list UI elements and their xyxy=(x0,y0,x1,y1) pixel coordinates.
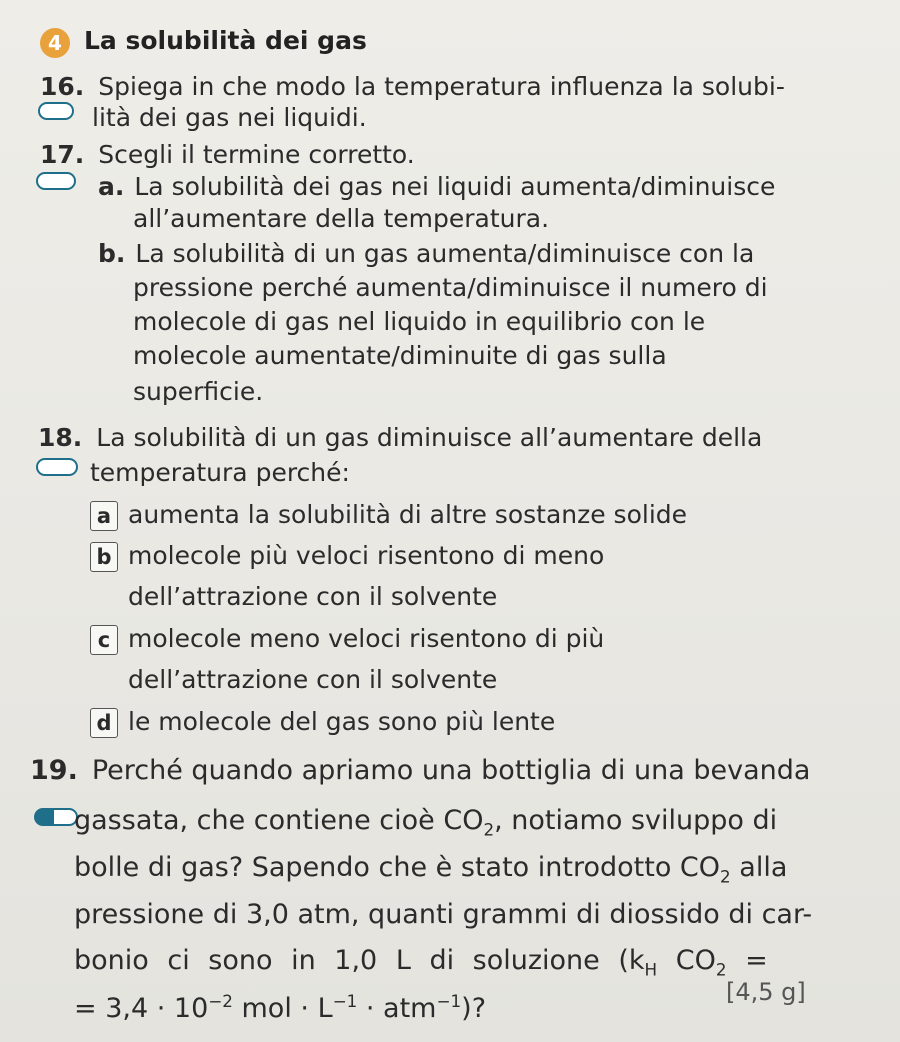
difficulty-indicator xyxy=(38,102,74,120)
question-16-line-2: lità dei gas nei liquidi. xyxy=(92,103,367,132)
question-17a-line-2: all’aumentare della temperatura. xyxy=(133,204,550,233)
question-17b-line-3: molecole di gas nel liquido in equilibrio con le xyxy=(133,307,706,336)
question-19-line-1: 19. Perché quando apriamo una bottiglia di una bevanda xyxy=(30,755,811,786)
difficulty-indicator xyxy=(36,172,76,190)
option-c-letter: c xyxy=(90,625,118,655)
question-17b-line-2: pressione perché aumenta/diminuisce il numero di xyxy=(133,273,768,302)
section-number-badge: 4 xyxy=(40,28,70,58)
option-a-letter: a xyxy=(90,501,118,531)
question-17-number: 17. xyxy=(40,140,85,169)
option-c-line-2: dell’attrazione con il solvente xyxy=(128,665,498,694)
question-19-number: 19. xyxy=(30,755,78,786)
question-17b-line-1: b. La solubilità di un gas aumenta/diminuisce con la xyxy=(98,239,755,268)
question-18-number: 18. xyxy=(38,423,83,452)
question-19-line-3: bolle di gas? Sapendo che è stato introdotto $CO_2$ alla xyxy=(74,852,788,887)
question-17b-line-4: molecole aumentate/diminuite di gas sulla xyxy=(133,341,667,370)
difficulty-indicator xyxy=(36,458,78,476)
question-19-line-5: bonio ci sono in 1,0 L di soluzione ($k_H$ $CO_2$ = xyxy=(74,945,768,980)
question-19-line-2: gassata, che contiene cioè $CO_2$, notiamo sviluppo di xyxy=(74,805,778,840)
option-d-letter: d xyxy=(90,708,118,738)
question-19-line-4: pressione di 3,0 atm, quanti grammi di diossido di car- xyxy=(74,899,813,930)
difficulty-indicator xyxy=(34,808,78,826)
section-title: La solubilità dei gas xyxy=(84,26,367,55)
question-16-line-1: 16. Spiega in che modo la temperatura influenza la solubi- xyxy=(40,72,785,101)
option-b-letter: b xyxy=(90,542,118,572)
option-a: a aumenta la solubilità di altre sostanze solide xyxy=(90,500,687,531)
question-18-line-1: 18. La solubilità di un gas diminuisce all’aumentare della xyxy=(38,423,763,452)
question-16-number: 16. xyxy=(40,72,85,101)
option-b-line-2: dell’attrazione con il solvente xyxy=(128,582,498,611)
question-19-line-6: = $3,4 \cdot 10^{-2}$ mol · $L^{-1} \cdot atm^{-1}$)? xyxy=(74,991,487,1024)
option-b: b molecole più veloci risentono di meno xyxy=(90,541,604,572)
answer-hint: [4,5 g] xyxy=(726,978,806,1006)
option-d: d le molecole del gas sono più lente xyxy=(90,707,555,738)
question-17a-line-1: a. La solubilità dei gas nei liquidi aumenta/diminuisce xyxy=(98,172,776,201)
question-17b-line-5: superficie. xyxy=(133,377,264,406)
option-c: c molecole meno veloci risentono di più xyxy=(90,624,604,655)
question-18-line-2: temperatura perché: xyxy=(90,458,350,487)
question-17-line: 17. Scegli il termine corretto. xyxy=(40,140,415,169)
